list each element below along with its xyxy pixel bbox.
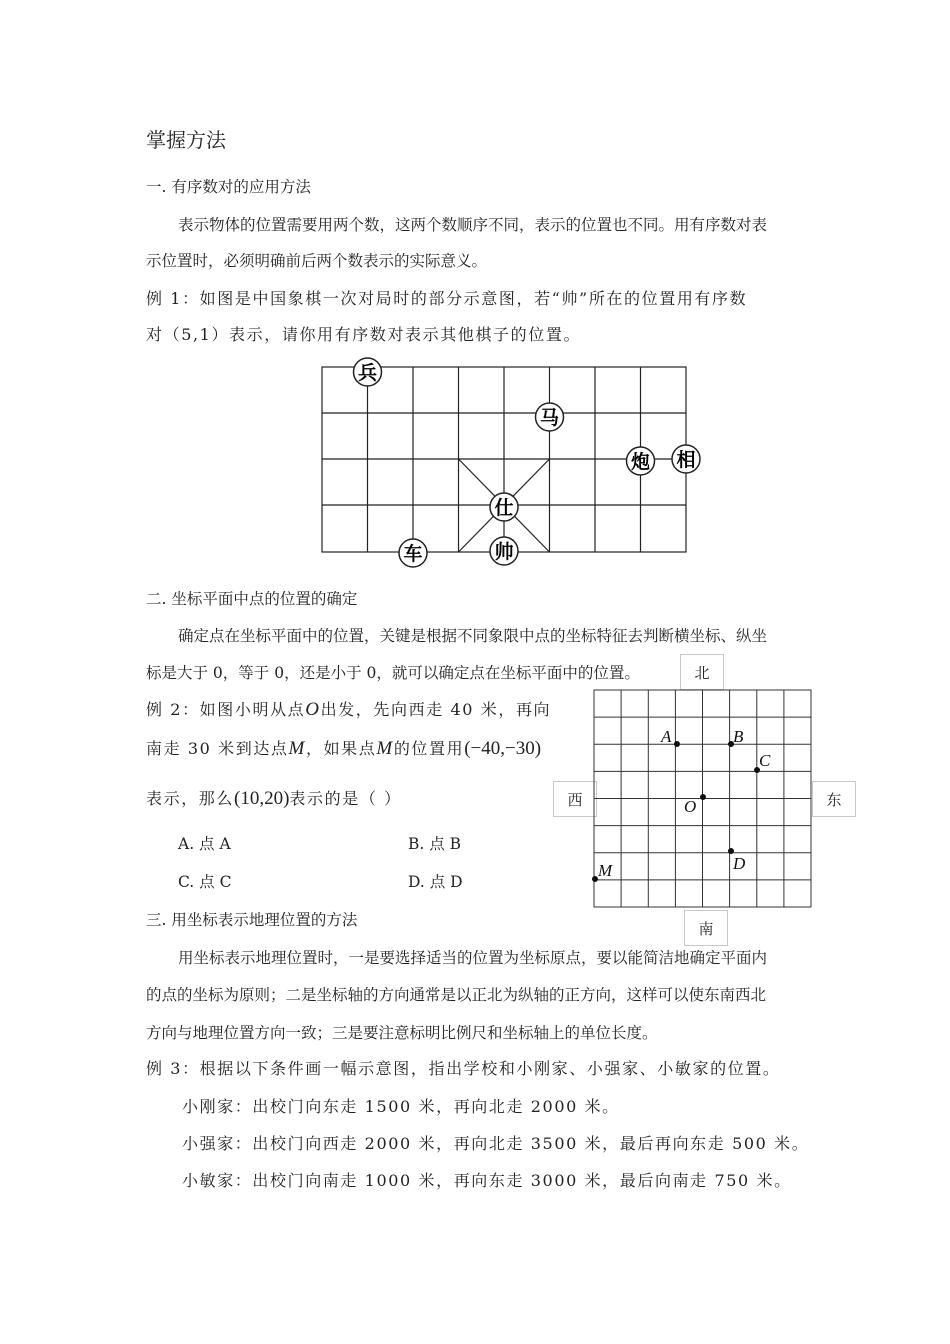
coordinate-m: (−40,−30) <box>464 738 542 759</box>
example-2-text-c: 南走 30 米到达点 <box>146 739 289 758</box>
point-a-dot <box>674 741 680 747</box>
direction-west-label: 西 <box>553 781 597 817</box>
example-1-line-1: 例 1：如图是中国象棋一次对局时的部分示意图，若“帅”所在的位置用有序数 <box>146 289 748 308</box>
point-c-label: C <box>759 751 771 770</box>
example-2-text-f: 表示，那么 <box>146 789 235 808</box>
section-1-para-line-2: 示位置时，必须明确前后两个数表示的实际意义。 <box>146 252 488 270</box>
direction-east-label: 东 <box>812 781 856 817</box>
svg-text:车: 车 <box>403 543 423 565</box>
svg-text:相: 相 <box>676 449 696 471</box>
example-2-text-e: 的位置用 <box>393 739 465 758</box>
point-o-symbol: O <box>305 699 321 720</box>
coordinate-query: (10,20) <box>234 788 290 809</box>
example-3-item-1: 小刚家：出校门向东走 1500 米，再向北走 2000 米。 <box>182 1097 620 1116</box>
piece-bing <box>354 358 382 386</box>
option-b: B. 点 B <box>408 835 462 853</box>
coordinate-grid-diagram <box>590 686 816 912</box>
section-3-para-line-2: 的点的坐标为原则；二是坐标轴的方向通常是以正北为纵轴的正方向，这样可以使东南西北 <box>146 986 767 1004</box>
point-a-label: A <box>661 727 672 746</box>
direction-south-label: 南 <box>684 910 728 946</box>
piece-xiang <box>672 445 700 473</box>
point-m-symbol: M <box>288 738 306 759</box>
example-3-item-2: 小强家：出校门向西走 2000 米，再向北走 3500 米，最后再向东走 500 米。 <box>182 1134 810 1153</box>
point-d-label: D <box>733 854 746 873</box>
example-3-line-1: 例 3：根据以下条件画一幅示意图，指出学校和小刚家、小强家、小敏家的位置。 <box>146 1059 781 1078</box>
example-2-text-b: 出发，先向西走 40 米，再向 <box>320 700 552 719</box>
example-1-line-2: 对（5,1）表示，请你用有序数对表示其他棋子的位置。 <box>146 325 582 344</box>
option-d: D. 点 D <box>408 873 463 891</box>
section-3-para-line-3: 方向与地理位置方向一致；三是要注意标明比例尺和坐标轴上的单位长度。 <box>146 1024 658 1042</box>
svg-text:马: 马 <box>539 407 560 429</box>
piece-ma <box>536 403 564 431</box>
piece-pao <box>627 447 655 475</box>
example-2-text-a: 例 2：如图小明从点 <box>146 700 306 719</box>
section-1-para-line-1: 表示物体的位置需要用两个数，这两个数顺序不同，表示的位置也不同。用有序数对表 <box>178 216 768 234</box>
section-3-para-line-1: 用坐标表示地理位置时，一是要选择适当的位置为坐标原点，要以能简洁地确定平面内 <box>178 949 768 967</box>
option-a: A. 点 A <box>178 835 231 853</box>
section-2-heading: 二. 坐标平面中点的位置的确定 <box>146 590 358 608</box>
piece-che <box>399 539 427 567</box>
piece-shi <box>490 493 518 521</box>
example-2-text-g: 表示的是（ ） <box>289 789 402 808</box>
section-2-para-line-1: 确定点在坐标平面中的位置，关键是根据不同象限中点的坐标特征去判断横坐标、纵坐 <box>178 627 768 645</box>
example-2-text-d: ，如果点 <box>305 739 377 758</box>
point-m-label: M <box>598 861 613 880</box>
example-2-line-3 <box>146 786 402 810</box>
point-o-dot <box>700 794 706 800</box>
svg-text:炮: 炮 <box>630 451 651 473</box>
option-c: C. 点 C <box>178 873 232 891</box>
section-2-para-line-2: 标是大于 0，等于 0，还是小于 0，就可以确定点在坐标平面中的位置。 <box>146 664 640 682</box>
svg-text:兵: 兵 <box>357 362 378 384</box>
section-1-heading: 一. 有序数对的应用方法 <box>146 178 311 196</box>
page-title: 掌握方法 <box>146 128 226 152</box>
point-m-symbol-2: M <box>376 738 394 759</box>
piece-shuai <box>490 537 518 565</box>
chess-board-diagram <box>300 355 720 575</box>
example-2-line-2 <box>146 736 541 760</box>
point-b-label: B <box>733 727 744 746</box>
direction-north-label: 北 <box>680 654 724 690</box>
svg-text:仕: 仕 <box>494 497 514 519</box>
svg-text:帅: 帅 <box>494 541 514 563</box>
section-3-heading: 三. 用坐标表示地理位置的方法 <box>146 911 358 929</box>
point-o-label: O <box>684 797 697 816</box>
example-3-item-3: 小敏家：出校门向南走 1000 米，再向东走 3000 米，最后向南走 750 米。 <box>182 1171 792 1190</box>
example-2-line-1 <box>146 697 551 721</box>
